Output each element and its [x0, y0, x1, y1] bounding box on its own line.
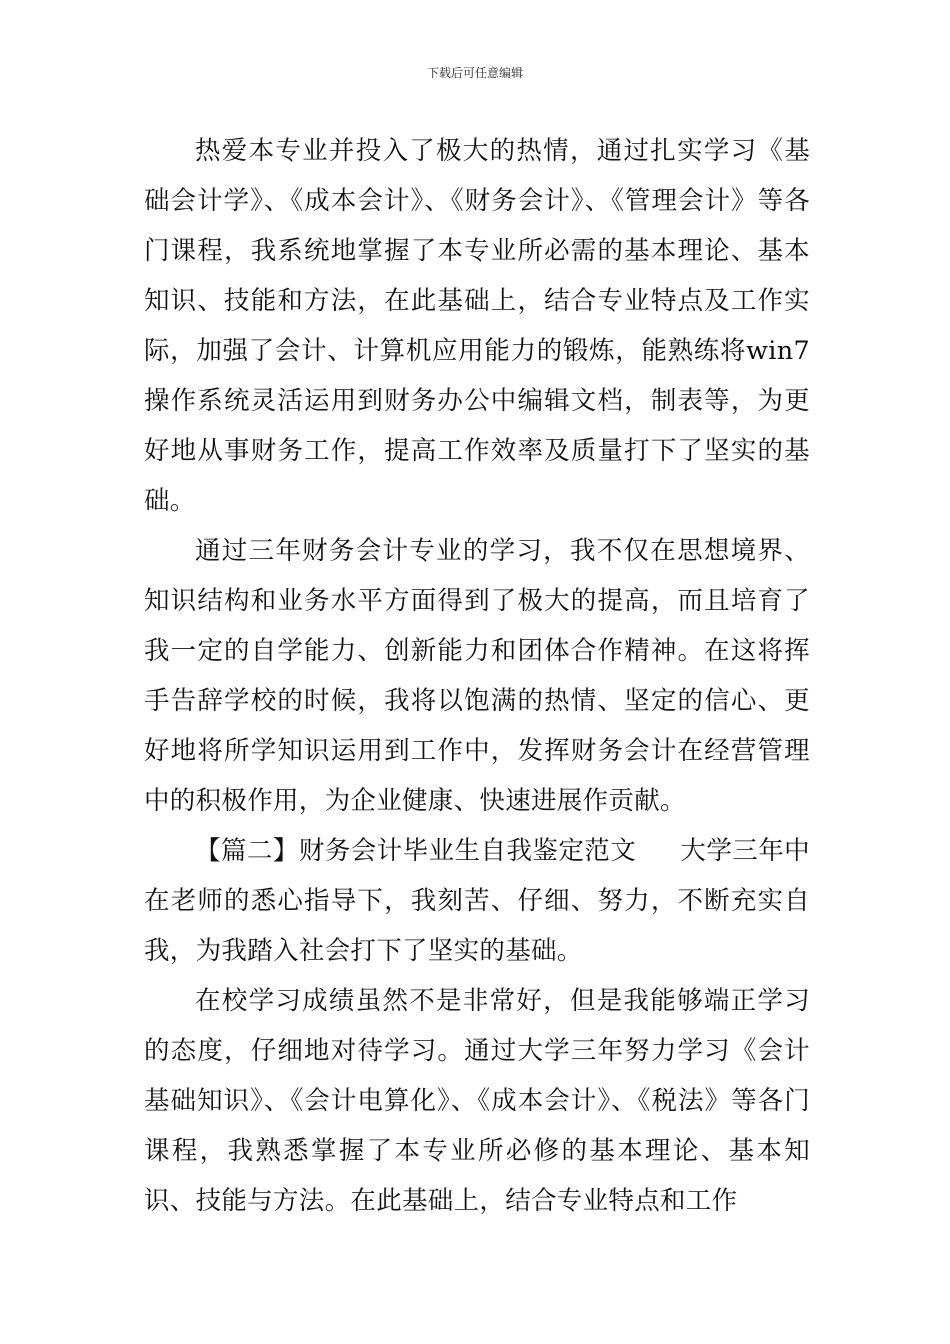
- section-2-heading: 【篇二】财务会计毕业生自我鉴定范文: [195, 836, 637, 866]
- section-2-paragraph: [144, 826, 810, 976]
- paragraph-1: 热爱本专业并投入了极大的热情，通过扎实学习《基础会计学》、《成本会计》、《财务会计》、《管理会计》等各门课程，我系统地掌握了本专业所必需的基本理论、基本知识、技能和方法，在此基础上，结合专业特点及工作实际，加强了会计、计算机应用能力的锻炼，能熟练将win7操作系统灵活运用到财务办公中编辑文档，制表等，为更好地从事财务工作，提高工作效率及质量打下了坚实的基础。: [144, 136, 810, 516]
- section-2-first-text: 大学三年中在老师的悉心指导下，我刻苦、仔细、努力，不断充实自我，为我踏入社会打下了坚实的基础。: [144, 836, 810, 966]
- paragraph-4: 在校学习成绩虽然不是非常好，但是我能够端正学习的态度，仔细地对待学习。通过大学三年努力学习《会计基础知识》、《会计电算化》、《成本会计》、《税法》等各门课程，我熟悉掌握了本专业所必修的基本理论、基本知识、技能与方法。在此基础上，结合专业特点和工作: [144, 986, 810, 1216]
- page-header: 下载后可任意编辑: [426, 66, 523, 80]
- document-body: [144, 126, 810, 1226]
- paragraph-2: 通过三年财务会计专业的学习，我不仅在思想境界、知识结构和业务水平方面得到了极大的提高，而且培育了我一定的自学能力、创新能力和团体合作精神。在这将挥手告辞学校的时候，我将以饱满的热情、坚定的信心、更好地将所学知识运用到工作中，发挥财务会计在经营管理中的积极作用，为企业健康、快速进展作贡献。: [144, 536, 810, 816]
